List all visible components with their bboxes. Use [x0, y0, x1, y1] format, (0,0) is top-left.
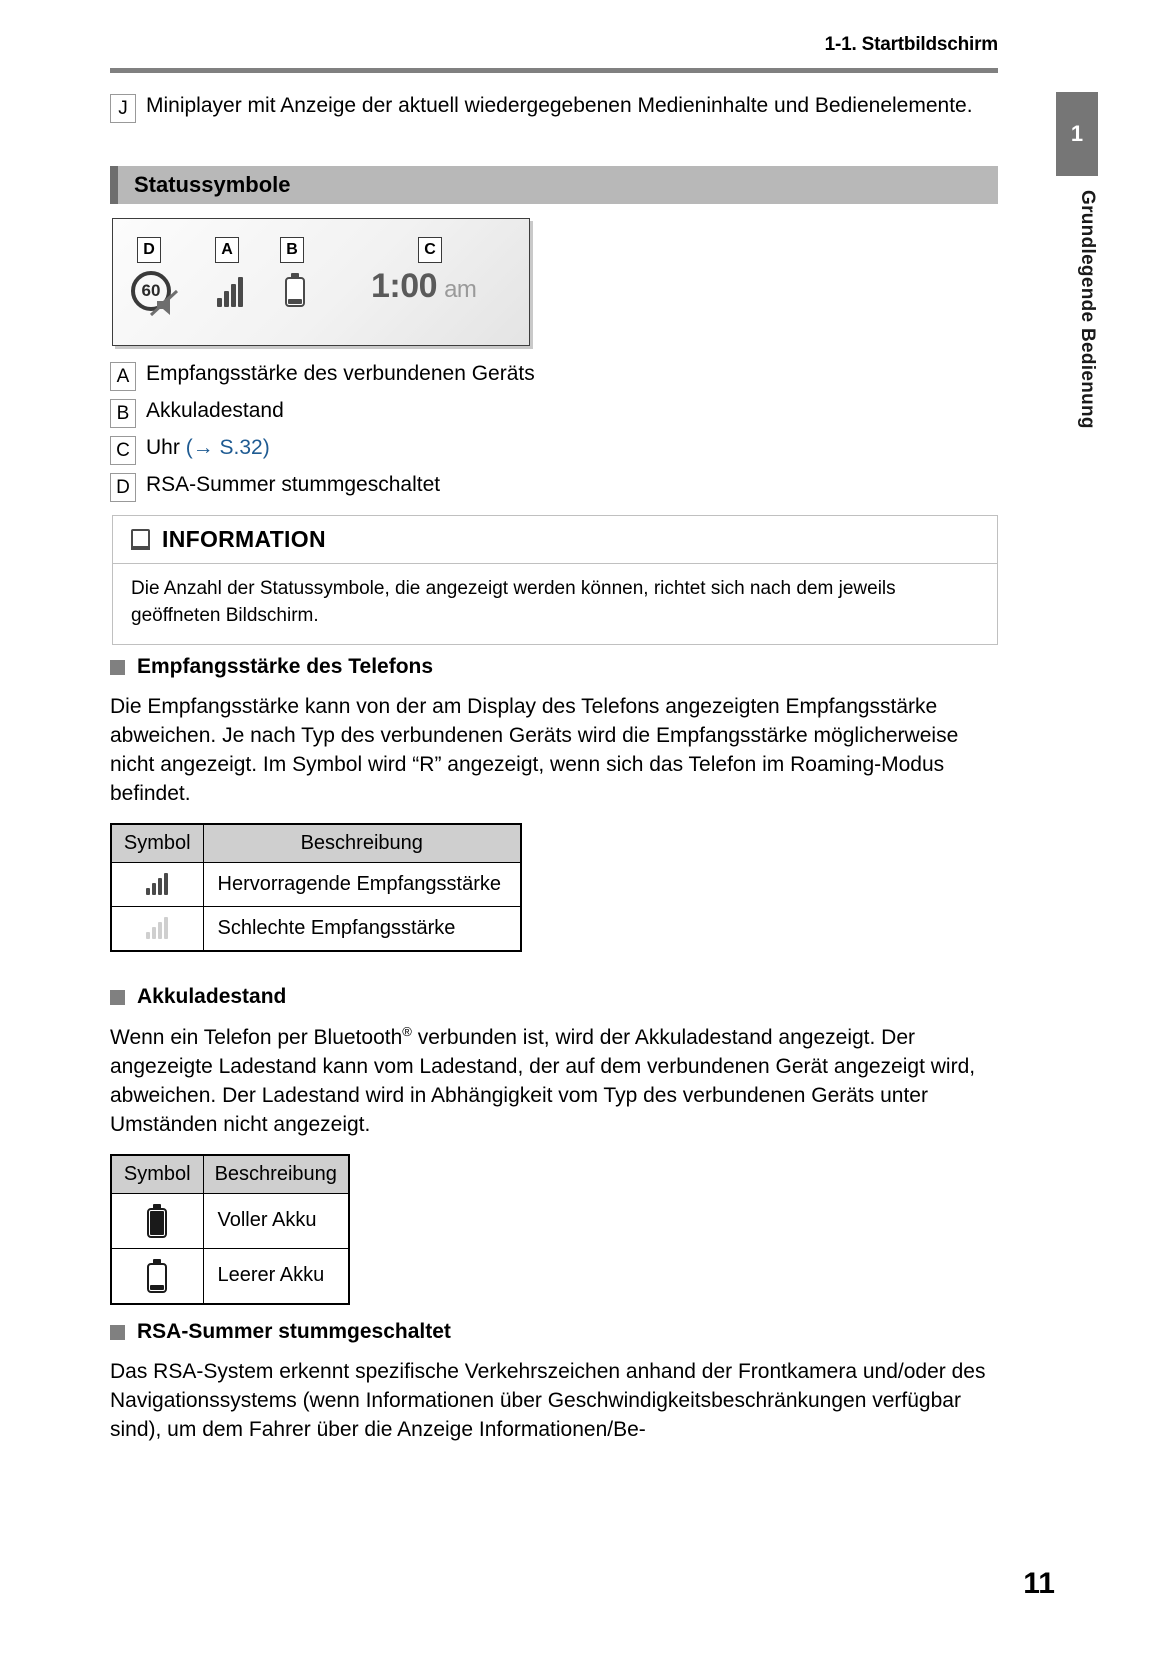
table-row [111, 906, 521, 951]
status-bar-figure [112, 218, 530, 346]
rsa-section-paragraph: Das RSA-System erkennt spezifische Verkehrszeichen anhand der Frontkamera und/oder des Navigationssystems (wenn Informationen über Geschwindigkeitsbeschränkungen verfügbar sind), um dem Fahrer über die Anzeige Informationen/Be- [110, 1360, 986, 1441]
battery-empty-icon [112, 1259, 203, 1293]
cell-signal-weak-description: Schlechte Empfangsstärke [203, 906, 521, 951]
cell-battery-empty-symbol [111, 1248, 203, 1304]
bullet-square-icon [110, 1325, 125, 1340]
section-band [110, 166, 998, 204]
col-header-symbol: Symbol [111, 1155, 203, 1194]
letter-badge-d: D [110, 473, 136, 502]
speed-limit-value: 60 [141, 281, 161, 300]
clock-ampm: am [444, 276, 477, 303]
battery-paragraph-pre: Wenn ein Telefon per Bluetooth [110, 1026, 403, 1049]
information-box-body: Die Anzahl der Statussymbole, die angezeigt werden können, richtet sich nach dem jeweils geöffneten Bildschirm. [131, 578, 896, 626]
letter-badge-a: A [110, 362, 136, 391]
legend-item-c [110, 434, 990, 465]
figure-callout-a: A [215, 237, 239, 263]
cell-signal-strong-symbol [111, 862, 203, 906]
intro-item-text: Miniplayer mit Anzeige der aktuell wiedergegebenen Medieninhalte und Bedienelemente. [146, 94, 973, 117]
legend-text-b: Akkuladestand [146, 399, 284, 422]
rsa-section [110, 1320, 1000, 1445]
signal-bars-icon [217, 277, 243, 312]
mute-slash-icon [131, 271, 185, 319]
information-box-header [113, 516, 997, 564]
table-row [111, 1248, 349, 1304]
chapter-number: 1 [1070, 121, 1084, 146]
col-header-description: Beschreibung [203, 824, 521, 863]
chapter-label: Grundlegende Bedienung [1077, 190, 1098, 429]
signal-bars-weak-icon [112, 917, 203, 939]
letter-badge-b: B [110, 399, 136, 428]
bullet-square-icon [110, 660, 125, 675]
figure-legend-list [110, 360, 990, 508]
signal-heading-text: Empfangsstärke des Telefons [137, 655, 434, 678]
letter-badge-j: J [110, 94, 136, 123]
signal-strength-section [110, 655, 1000, 952]
rsa-section-heading [110, 1320, 1000, 1344]
battery-section-paragraph [110, 1023, 1000, 1140]
section-title: Statussymbole [134, 172, 291, 197]
legend-text-a: Empfangsstärke des verbundenen Geräts [146, 362, 535, 385]
cell-battery-full-symbol [111, 1193, 203, 1248]
signal-bars-strong-icon [112, 873, 203, 895]
letter-badge-c: C [110, 436, 136, 465]
figure-callout-d: D [137, 237, 161, 263]
rsa-heading-text: RSA-Summer stummgeschaltet [137, 1320, 451, 1343]
information-box-title: INFORMATION [162, 526, 326, 552]
battery-level-section [110, 985, 1000, 1305]
figure-callout-c: C [418, 237, 442, 263]
col-header-symbol: Symbol [111, 824, 203, 863]
chapter-tab [1056, 92, 1098, 176]
legend-item-b [110, 397, 990, 428]
book-icon [131, 529, 150, 550]
figure-callout-b: B [280, 237, 304, 263]
section-band-accent [110, 166, 118, 204]
table-header-row [111, 1155, 349, 1194]
battery-symbol-table [110, 1154, 350, 1305]
clock-display [371, 267, 476, 306]
battery-heading-text: Akkuladestand [137, 985, 287, 1008]
battery-full-icon [112, 1204, 203, 1238]
information-box [112, 515, 998, 645]
battery-section-heading [110, 985, 1000, 1009]
cell-battery-empty-description: Leerer Akku [203, 1248, 349, 1304]
cross-reference-link[interactable]: (→ S.32) [185, 436, 270, 459]
page-number: 11 [1023, 1567, 1055, 1600]
legend-text-c: Uhr [146, 436, 186, 459]
legend-item-a [110, 360, 990, 391]
table-row [111, 1193, 349, 1248]
signal-section-heading [110, 655, 1000, 679]
battery-empty-icon [285, 273, 305, 307]
header-divider [110, 68, 998, 73]
cell-signal-strong-description: Hervorragende Empfangsstärke [203, 862, 521, 906]
page-header-breadcrumb: 1-1. Startbildschirm [824, 34, 998, 55]
table-row [111, 862, 521, 906]
legend-item-d [110, 471, 990, 502]
battery-paragraph-post: verbunden ist, wird der Akkuladestand angezeigt. Der angezeigte Ladestand kann vom Ladestand, der auf dem verbundenen Gerät angezeigt wird, abweichen. Der Ladestand wird in Abhängigkeit vom Typ des verbundenen Geräts unter Umständen nicht angezeigt. [110, 1026, 976, 1136]
registered-trademark-mark: ® [402, 1024, 412, 1039]
signal-section-paragraph: Die Empfangsstärke kann von der am Display des Telefons angezeigten Empfangsstärke abweichen. Je nach Typ des verbundenen Geräts wird die Empfangsstärke möglicherweise nicht angezeigt. Im Symbol wird “R” angezeigt, wenn sich das Telefon im Roaming-Modus befindet. [110, 695, 959, 805]
legend-text-d: RSA-Summer stummgeschaltet [146, 473, 441, 496]
cell-battery-full-description: Voller Akku [203, 1193, 349, 1248]
speed-limit-muted-icon [131, 271, 185, 319]
table-header-row [111, 824, 521, 863]
cell-signal-weak-symbol [111, 906, 203, 951]
intro-item [110, 92, 990, 123]
clock-time: 1:00 [371, 267, 438, 305]
col-header-description: Beschreibung [203, 1155, 349, 1194]
signal-symbol-table [110, 823, 522, 952]
bullet-square-icon [110, 990, 125, 1005]
